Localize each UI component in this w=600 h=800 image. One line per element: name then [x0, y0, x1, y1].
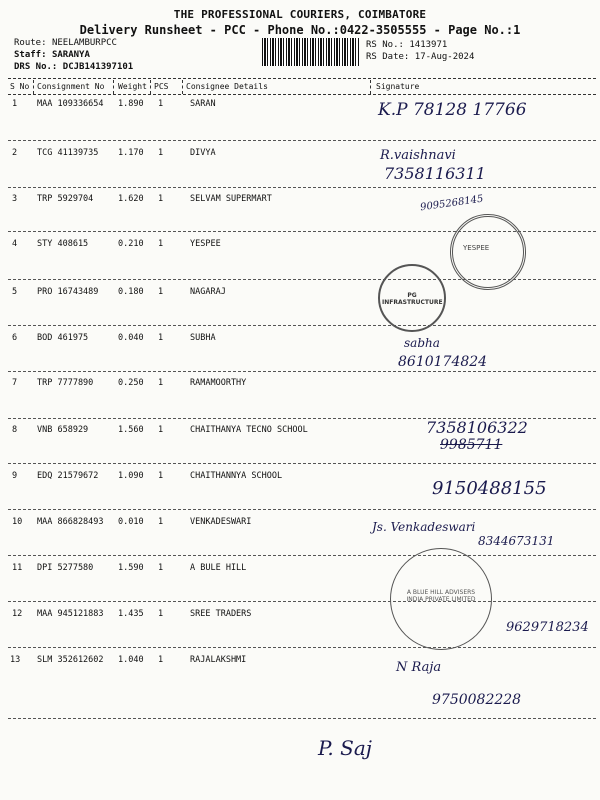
row-pcs: 1 — [158, 287, 164, 297]
row-sno: 5 — [12, 287, 18, 297]
route-value: NEELAMBURPCC — [51, 38, 117, 48]
col-header-consignment: Consignment No — [37, 82, 105, 91]
row-consignee: SUBHA — [190, 333, 216, 343]
rs-no-value: 1413971 — [409, 40, 448, 50]
row-weight: 0.180 — [118, 287, 144, 297]
row-consignment: BOD 461975 — [37, 333, 89, 343]
row-pcs: 1 — [158, 99, 164, 109]
row-weight: 0.010 — [118, 517, 144, 527]
row-pcs: 1 — [158, 471, 164, 481]
row-divider — [8, 718, 596, 719]
row-consignee: RAMAMOORTHY — [190, 378, 247, 388]
header-bottom-line — [8, 94, 596, 95]
row-consignment: STY 408615 — [37, 239, 89, 249]
row-consignee: YESPEE — [190, 239, 221, 249]
staff-value: SARANYA — [51, 50, 90, 60]
route-label: Route: — [14, 38, 47, 48]
row-sno: 6 — [12, 333, 18, 343]
col-divider — [113, 80, 114, 94]
row-sno: 10 — [12, 517, 23, 527]
row-pcs: 1 — [158, 239, 164, 249]
signature-row-10-phone: 8344673131 — [478, 534, 555, 548]
signature-row-1: K.P 78128 17766 — [378, 100, 527, 120]
signature-row-8-phone: 7358106322 — [426, 418, 528, 437]
row-sno: 1 — [12, 99, 18, 109]
row-consignment: TRP 7777890 — [37, 378, 94, 388]
table-row — [0, 287, 600, 333]
row-pcs: 1 — [158, 378, 164, 388]
signature-row-6-phone: 8610174824 — [398, 354, 488, 370]
row-consignee: SARAN — [190, 99, 216, 109]
row-pcs: 1 — [158, 517, 164, 527]
row-consignee: VENKADESWARI — [190, 517, 252, 527]
drs-line — [14, 62, 133, 72]
col-divider — [150, 80, 151, 94]
table-row — [0, 563, 600, 609]
row-consignee: NAGARAJ — [190, 287, 226, 297]
signature-row-13-name: N Raja — [396, 660, 442, 675]
blue-hill-stamp-text: A BLUE HILL ADVISERS INDIA PRIVATE LIMITED — [406, 589, 476, 603]
signature-row-2-name: R.vaishnavi — [380, 148, 456, 163]
col-divider — [182, 80, 183, 94]
pg-infra-stamp-text: PG INFRASTRUCTURE — [382, 292, 443, 306]
row-sno: 11 — [12, 563, 23, 573]
row-pcs: 1 — [158, 425, 164, 435]
col-header-pcs: PCS — [154, 82, 169, 91]
signature-row-2-phone: 7358116311 — [384, 164, 486, 183]
rs-no-line — [366, 40, 447, 50]
drs-value: DCJB141397101 — [62, 62, 134, 72]
staff-line — [14, 50, 90, 60]
yespee-stamp — [450, 214, 526, 290]
row-consignment: MAA 109336654 — [37, 99, 104, 109]
row-pcs: 1 — [158, 655, 164, 665]
row-consignment: TCG 41139735 — [37, 148, 99, 158]
row-consignee: SELVAM SUPERMART — [190, 194, 272, 204]
row-divider — [8, 371, 596, 372]
row-consignee: A BULE HILL — [190, 563, 247, 573]
signature-row-8-struck: 9985711 — [440, 437, 503, 453]
row-divider — [8, 187, 596, 188]
row-sno: 2 — [12, 148, 18, 158]
signature-row-13-phone: 9750082228 — [432, 692, 522, 708]
row-sno: 13 — [10, 655, 21, 665]
footer-signature: P. Saj — [318, 736, 372, 760]
row-divider — [8, 140, 596, 141]
row-divider — [8, 463, 596, 464]
row-consignment: DPI 5277580 — [37, 563, 94, 573]
blue-hill-stamp — [390, 548, 492, 650]
row-sno: 12 — [12, 609, 23, 619]
row-sno: 3 — [12, 194, 18, 204]
row-consignee: DIVYA — [190, 148, 216, 158]
row-divider — [8, 325, 596, 326]
row-consignment: MAA 945121883 — [37, 609, 104, 619]
table-row — [0, 333, 600, 379]
col-header-consignee: Consignee Details — [186, 82, 268, 91]
row-weight: 1.170 — [118, 148, 144, 158]
row-divider — [8, 647, 596, 648]
rs-date-value: 17-Aug-2024 — [414, 52, 475, 62]
row-weight: 0.040 — [118, 333, 144, 343]
row-pcs: 1 — [158, 148, 164, 158]
rs-date-label: RS Date: — [366, 52, 410, 62]
staff-label: Staff: — [14, 50, 47, 60]
col-divider — [370, 80, 371, 94]
company-title: THE PROFESSIONAL COURIERS, COIMBATORE — [173, 8, 427, 21]
row-divider — [8, 509, 596, 510]
drs-label: DRS No.: — [14, 62, 58, 72]
row-weight: 1.435 — [118, 609, 144, 619]
row-weight: 0.210 — [118, 239, 144, 249]
row-divider — [8, 555, 596, 556]
row-consignee: RAJALAKSHMI — [190, 655, 247, 665]
col-divider — [33, 80, 34, 94]
signature-row-10-name: Js. Venkadeswari — [372, 520, 476, 534]
row-consignment: TRP 5929704 — [37, 194, 94, 204]
header-top-line — [8, 78, 596, 79]
col-header-signature: Signature — [376, 82, 420, 91]
col-header-weight: Weight — [118, 82, 147, 91]
row-consignment: EDQ 21579672 — [37, 471, 99, 481]
pg-infra-stamp — [378, 264, 446, 332]
row-consignment: MAA 866828493 — [37, 517, 104, 527]
row-pcs: 1 — [158, 333, 164, 343]
row-weight: 1.090 — [118, 471, 144, 481]
row-weight: 1.560 — [118, 425, 144, 435]
row-pcs: 1 — [158, 563, 164, 573]
rs-date-line — [366, 52, 474, 62]
col-header-sno: S No — [10, 82, 30, 91]
row-sno: 7 — [12, 378, 18, 388]
yespee-stamp-text: YESPEE — [463, 244, 490, 252]
row-weight: 0.250 — [118, 378, 144, 388]
row-pcs: 1 — [158, 609, 164, 619]
row-sno: 4 — [12, 239, 18, 249]
row-consignee: CHAITHANNYA SCHOOL — [190, 471, 283, 481]
row-consignee: CHAITHANYA TECNO SCHOOL — [190, 425, 308, 435]
row-weight: 1.040 — [118, 655, 144, 665]
signature-row-12: 9629718234 — [506, 620, 589, 635]
row-consignment: PRO 16743489 — [37, 287, 99, 297]
row-consignment: VNB 658929 — [37, 425, 89, 435]
row-sno: 8 — [12, 425, 18, 435]
row-consignment: SLM 352612602 — [37, 655, 104, 665]
signature-row-3: 9095268145 — [419, 193, 485, 214]
row-divider — [8, 601, 596, 602]
row-weight: 1.620 — [118, 194, 144, 204]
route-line — [14, 38, 117, 48]
row-consignee: SREE TRADERS — [190, 609, 252, 619]
row-sno: 9 — [12, 471, 18, 481]
row-pcs: 1 — [158, 194, 164, 204]
signature-row-6-name: sabha — [404, 336, 440, 350]
rs-no-label: RS No.: — [366, 40, 404, 50]
barcode — [262, 38, 360, 66]
row-weight: 1.590 — [118, 563, 144, 573]
row-weight: 1.890 — [118, 99, 144, 109]
signature-row-9: 9150488155 — [432, 478, 547, 499]
runsheet-subtitle: Delivery Runsheet - PCC - Phone No.:0422-3505555 - Page No.:1 — [79, 23, 521, 37]
